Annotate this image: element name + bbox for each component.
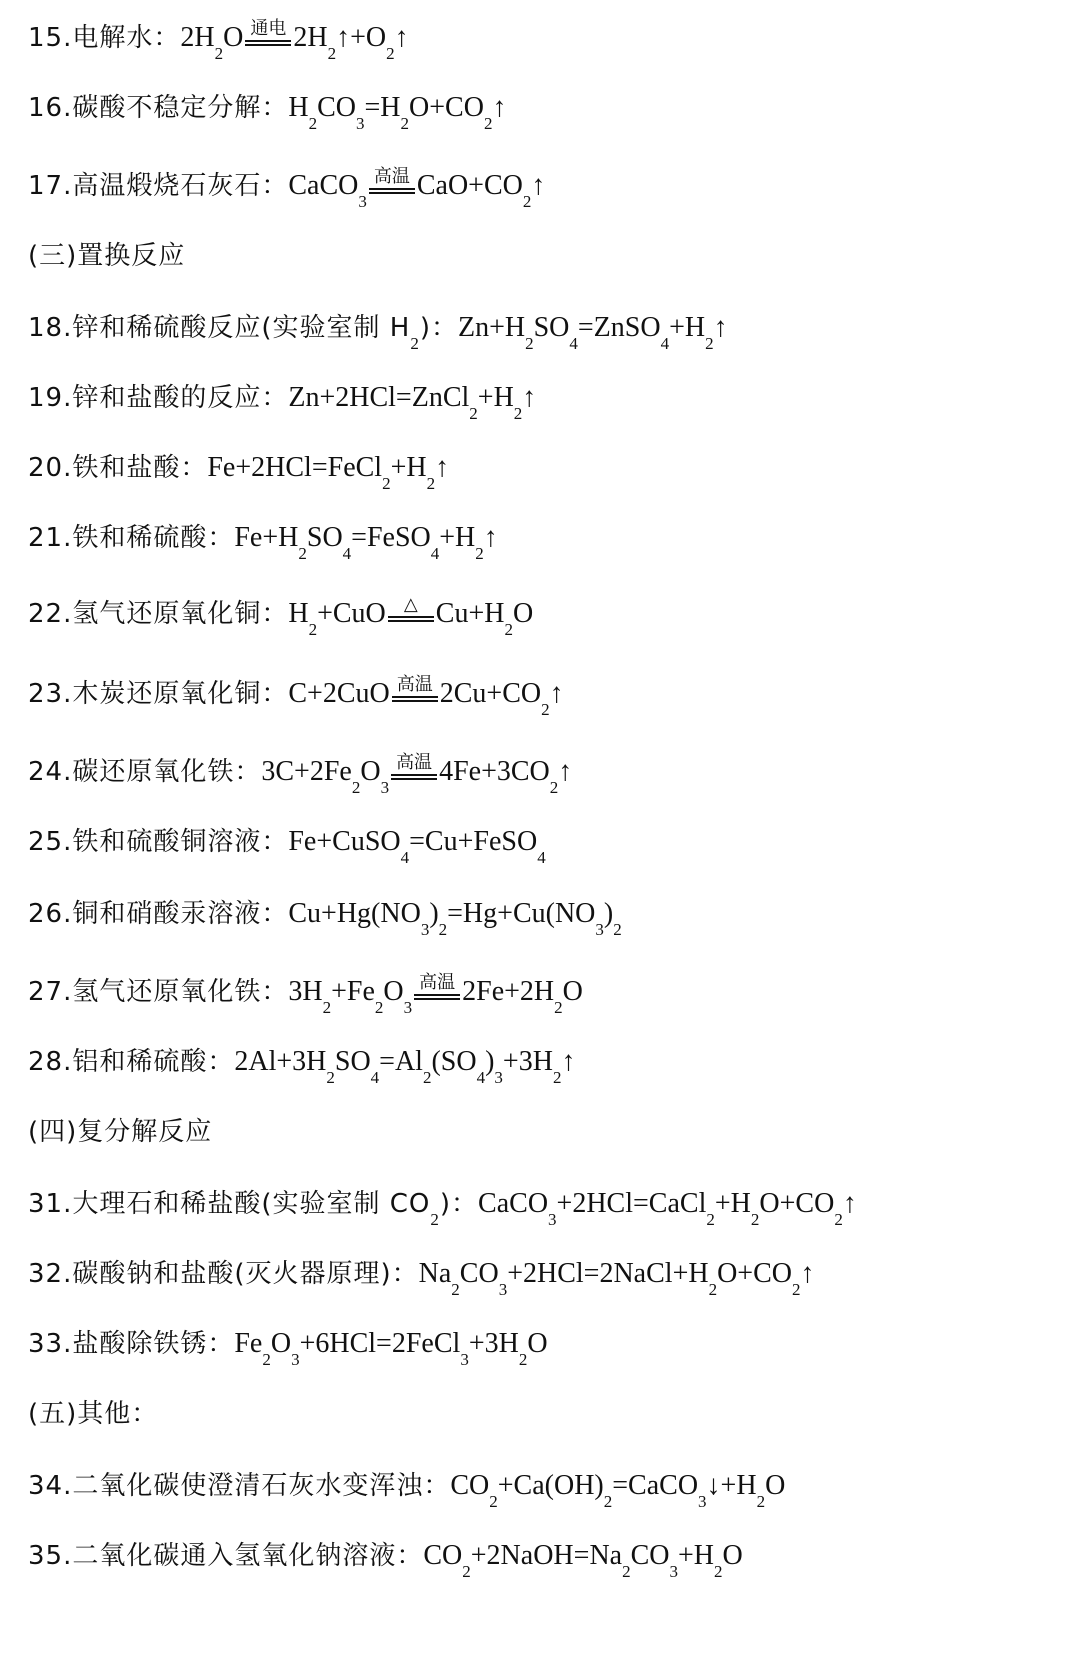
equation-text: CaCO xyxy=(478,1188,549,1219)
equation-text: O+CO xyxy=(759,1188,835,1219)
chemical-equation: Fe+CuSO 4 =Cu+FeSO 4 xyxy=(288,826,546,867)
line-label: 19.锌和盐酸的反应： xyxy=(28,383,289,413)
equation-text: +Ca(OH) xyxy=(497,1470,604,1501)
equation-text: +H xyxy=(669,312,706,343)
section-heading xyxy=(28,1096,212,1148)
equation-text: +2HCl=2NaCl+H xyxy=(507,1258,709,1289)
chemical-equation: H 2 +CuO △ Cu+H 2 O xyxy=(288,594,534,639)
chemical-equation: CO 2 +Ca(OH) 2 =CaCO 3 ↓+H 2 O xyxy=(450,1470,786,1511)
equation-text: CO xyxy=(423,1540,463,1571)
equation-text: +3H xyxy=(502,1046,553,1077)
double-equals-sign xyxy=(392,696,438,702)
section-heading xyxy=(28,1378,158,1430)
double-equals-sign xyxy=(414,994,460,1000)
equation-text: Zn+H xyxy=(457,312,526,343)
line-label: 32.碳酸钠和盐酸(灭火器原理)： xyxy=(28,1259,419,1289)
equation-text: O xyxy=(270,1328,292,1359)
chemical-equation: Cu+Hg(NO 3 ) 2 =Hg+Cu(NO 3 ) 2 xyxy=(288,898,622,939)
line-label: 34.二氧化碳使澄清石灰水变浑浊： xyxy=(28,1471,451,1501)
equation-text: +2HCl=CaCl xyxy=(556,1188,707,1219)
equation-text: ↑ xyxy=(483,522,498,553)
equation-text: Fe+2HCl=FeCl xyxy=(207,452,383,483)
chemical-equation: Zn+2HCl=ZnCl 2 +H 2 ↑ xyxy=(288,382,537,423)
line-label: 25.铁和硫酸铜溶液： xyxy=(28,827,289,857)
chemical-equation: Fe+H 2 SO 4 =FeSO 4 +H 2 ↑ xyxy=(234,522,498,563)
equation-line xyxy=(28,736,573,797)
condition-text: 高温 xyxy=(419,972,456,993)
equation-text: O xyxy=(562,976,583,1007)
equation-line xyxy=(28,72,507,133)
chemical-equation: 3C+2Fe 2 O 3 高温 4Fe+3CO 2 ↑ xyxy=(261,752,573,797)
equation-text: (SO xyxy=(431,1046,477,1077)
chemical-equation: Fe+2HCl=FeCl 2 +H 2 ↑ xyxy=(207,452,450,493)
double-equals-sign xyxy=(369,188,415,194)
equation-text: Na xyxy=(418,1258,452,1289)
equation-line: 18.锌和稀硫酸反应(实验室制 H 2 )： Zn+H 2 SO 4 =ZnSO 4 +H 2 ↑ xyxy=(28,292,728,344)
reaction-condition xyxy=(388,595,434,622)
equation-line xyxy=(28,1026,576,1087)
equation-line xyxy=(28,1520,743,1581)
label-tail: )： xyxy=(419,313,458,343)
line-label: 15.电解水： xyxy=(28,23,181,53)
equation-text: ↑ xyxy=(435,452,450,483)
double-equals-sign xyxy=(388,616,434,622)
line-label: 28.铝和稀硫酸： xyxy=(28,1047,235,1077)
equation-text: Cu+H xyxy=(435,598,505,629)
equation-text: 2H xyxy=(180,22,215,53)
equation-text: +6HCl=2FeCl xyxy=(299,1328,461,1359)
chemical-equation: CO 2 +2NaOH=Na 2 CO 3 +H 2 O xyxy=(423,1540,743,1581)
equation-text: CO xyxy=(459,1258,499,1289)
equation-text: ↑ xyxy=(394,22,409,53)
equation-text: ↑ xyxy=(531,170,546,201)
condition-text: △ xyxy=(403,594,418,615)
equation-text: SO xyxy=(334,1046,371,1077)
equation-line xyxy=(28,2,409,63)
condition-text: 高温 xyxy=(396,674,433,695)
chemical-equation: Na 2 CO 3 +2HCl=2NaCl+H 2 O+CO 2 ↑ xyxy=(418,1258,815,1299)
equation-text: 3H xyxy=(288,976,323,1007)
equation-text: CO xyxy=(450,1470,490,1501)
equation-text: =CaCO xyxy=(612,1470,699,1501)
condition-text: 通电 xyxy=(250,18,287,39)
equation-text: 2Cu+CO xyxy=(439,678,542,709)
line-label: 24.碳还原氧化铁： xyxy=(28,757,262,787)
equation-text: Fe xyxy=(234,1328,263,1359)
equation-text: O xyxy=(383,976,404,1007)
equation-line xyxy=(28,1450,786,1511)
chemical-equation: C+2CuO 高温 2Cu+CO 2 ↑ xyxy=(288,674,564,719)
equation-text: +Fe xyxy=(331,976,375,1007)
equation-text: ) xyxy=(429,898,439,929)
line-label: 18.锌和稀硫酸反应(实验室制 H xyxy=(28,313,411,343)
reaction-condition xyxy=(414,973,460,1000)
equation-text: CO xyxy=(317,92,356,123)
equation-text: +H xyxy=(439,522,476,553)
equation-text: +H xyxy=(678,1540,715,1571)
equation-text: ↑ xyxy=(558,756,573,787)
equation-text: H xyxy=(288,92,309,123)
chemical-equation: H 2 CO 3 =H 2 O+CO 2 ↑ xyxy=(288,92,507,133)
equation-text: SO xyxy=(533,312,570,343)
equation-text: =Hg+Cu(NO xyxy=(447,898,596,929)
chemical-equation: CaCO 3 +2HCl=CaCl 2 +H 2 O+CO 2 ↑ xyxy=(478,1188,857,1229)
section-heading xyxy=(28,220,185,272)
equation-line xyxy=(28,362,537,423)
equation-text: 3C+2Fe xyxy=(261,756,352,787)
equation-text: +H xyxy=(390,452,427,483)
equation-text: 2Al+3H xyxy=(234,1046,327,1077)
equation-text: O xyxy=(722,1540,743,1571)
equation-line xyxy=(28,1308,548,1369)
condition-text: 高温 xyxy=(396,752,433,773)
equation-line xyxy=(28,432,450,493)
reaction-condition xyxy=(245,19,291,46)
equation-text: =ZnSO xyxy=(577,312,661,343)
equation-line xyxy=(28,1238,815,1299)
equation-text: Fe+H xyxy=(234,522,299,553)
equation-text: +2NaOH=Na xyxy=(470,1540,623,1571)
equation-text: CO xyxy=(630,1540,670,1571)
line-label: (三)置换反应 xyxy=(28,241,186,271)
line-label: 21.铁和稀硫酸： xyxy=(28,523,235,553)
equation-text: ) xyxy=(485,1046,495,1077)
equation-text: O xyxy=(223,22,244,53)
equation-text: O+CO xyxy=(409,92,484,123)
reaction-condition xyxy=(392,675,438,702)
line-label: 22.氢气还原氧化铜： xyxy=(28,599,289,629)
equation-text: ↑ xyxy=(800,1258,815,1289)
line-label: 17.高温煅烧石灰石： xyxy=(28,171,289,201)
equation-text: O xyxy=(765,1470,786,1501)
equation-line xyxy=(28,502,498,563)
equation-text: +3H xyxy=(468,1328,519,1359)
equation-text: CaCO xyxy=(288,170,359,201)
line-label: 27.氢气还原氧化铁： xyxy=(28,977,289,1007)
equation-text: ↑ xyxy=(492,92,507,123)
equation-text: =Cu+FeSO xyxy=(409,826,538,857)
equation-text: O xyxy=(360,756,381,787)
equation-text: 4Fe+3CO xyxy=(439,756,550,787)
line-label: 16.碳酸不稳定分解： xyxy=(28,93,289,123)
equation-text: +H xyxy=(477,382,514,413)
line-label: 26.铜和硝酸汞溶液： xyxy=(28,899,289,929)
label-tail: )： xyxy=(439,1189,479,1219)
equation-text: ↑+O xyxy=(336,22,387,53)
equation-line xyxy=(28,956,583,1017)
equation-text: O xyxy=(527,1328,548,1359)
equation-line xyxy=(28,150,546,211)
chemical-equation: Zn+H 2 SO 4 =ZnSO 4 +H 2 ↑ xyxy=(457,312,728,353)
equation-line xyxy=(28,806,546,867)
line-label: (五)其他： xyxy=(28,1399,159,1429)
equation-text: O xyxy=(512,598,534,629)
equation-text: H xyxy=(288,598,309,629)
equation-text: ↑ xyxy=(842,1188,857,1219)
equation-text: +H xyxy=(714,1188,751,1219)
line-label: 20.铁和盐酸： xyxy=(28,453,208,483)
equation-text: =Al xyxy=(379,1046,423,1077)
line-label: 31.大理石和稀盐酸(实验室制 CO xyxy=(28,1189,431,1219)
chemical-equation: 2H 2 O 通电 2H 2 ↑+O 2 ↑ xyxy=(180,18,409,63)
chemical-equation: Fe 2 O 3 +6HCl=2FeCl 3 +3H 2 O xyxy=(234,1328,548,1369)
condition-text: 高温 xyxy=(373,166,410,187)
equation-text: 2Fe+2H xyxy=(462,976,555,1007)
reaction-condition xyxy=(369,167,415,194)
equation-text: SO xyxy=(306,522,343,553)
double-equals-sign xyxy=(391,774,437,780)
chemical-equation: 2Al+3H 2 SO 4 =Al 2 (SO 4 ) 3 +3H 2 ↑ xyxy=(234,1046,576,1087)
equation-text: 2H xyxy=(293,22,328,53)
reaction-condition xyxy=(391,753,437,780)
equation-text: =FeSO xyxy=(351,522,431,553)
equation-line xyxy=(28,658,564,719)
equation-line: 31.大理石和稀盐酸(实验室制 CO 2 )： CaCO 3 +2HCl=CaCl 2 +H 2 O+CO 2 ↑ xyxy=(28,1168,857,1220)
chemical-equation: CaCO 3 高温 CaO+CO 2 ↑ xyxy=(288,166,546,211)
equation-text: ) xyxy=(603,898,614,929)
equation-text: ↑ xyxy=(713,312,728,343)
equation-text: ↑ xyxy=(549,678,564,709)
line-label: 23.木炭还原氧化铜： xyxy=(28,679,289,709)
equation-line xyxy=(28,878,622,939)
equation-text: ↑ xyxy=(561,1046,576,1077)
equation-text: CaO+CO xyxy=(416,170,523,201)
equation-text: O+CO xyxy=(717,1258,792,1289)
line-label: 33.盐酸除铁锈： xyxy=(28,1329,235,1359)
equation-text: Cu+Hg(NO xyxy=(288,898,421,929)
equation-line xyxy=(28,578,534,639)
equation-text: ↑ xyxy=(522,382,537,413)
chemical-equation: 3H 2 +Fe 2 O 3 高温 2Fe+2H 2 O xyxy=(288,972,583,1017)
line-label: 35.二氧化碳通入氢氧化钠溶液： xyxy=(28,1541,424,1571)
line-label: (四)复分解反应 xyxy=(28,1117,213,1147)
equation-text: ↓+H xyxy=(706,1470,757,1501)
double-equals-sign xyxy=(245,40,291,46)
equation-text: Fe+CuSO xyxy=(288,826,401,857)
equation-text: Zn+2HCl=ZnCl xyxy=(288,382,470,413)
equation-text: +CuO xyxy=(317,598,386,629)
equation-text: =H xyxy=(364,92,401,123)
equation-text: C+2CuO xyxy=(288,678,390,709)
